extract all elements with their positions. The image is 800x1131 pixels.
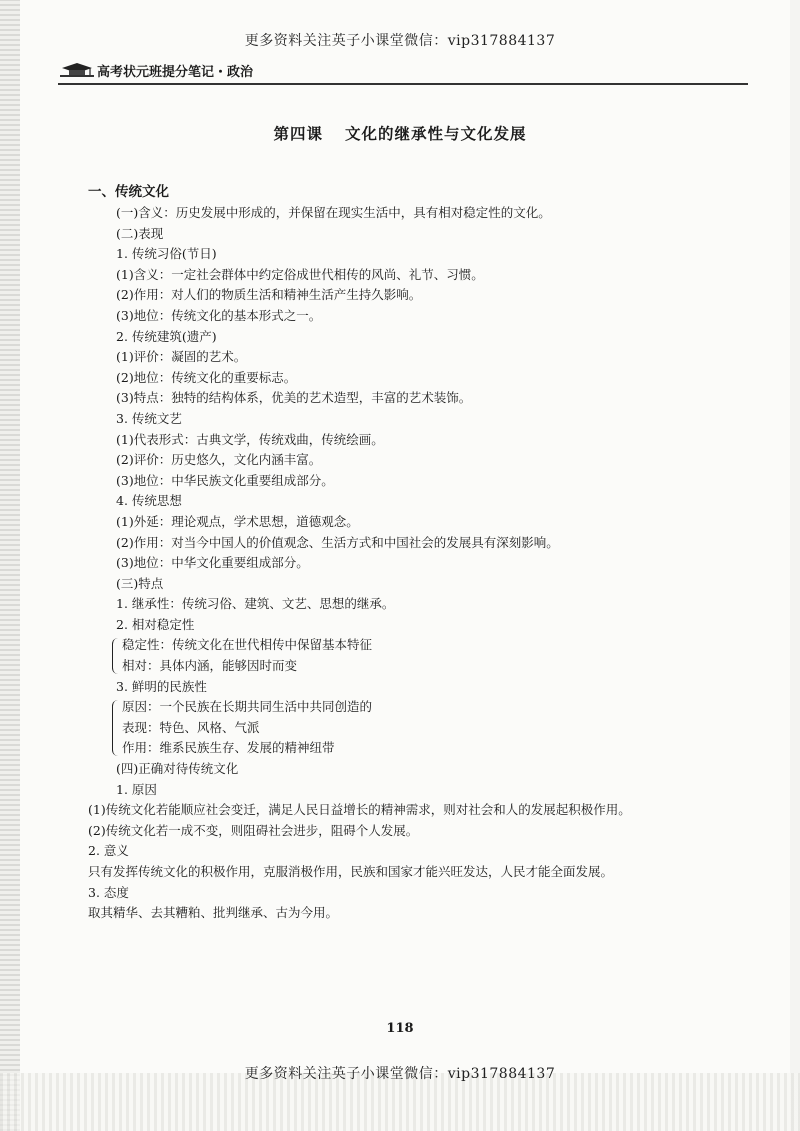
brace-bracket (112, 638, 119, 674)
text-line: 1. 继承性：传统习俗、建筑、文艺、思想的继承。 (116, 596, 395, 612)
page-number: 118 (386, 1021, 414, 1036)
brace-line: 原因：一个民族在长期共同生活中共同创造的 (122, 699, 373, 715)
text-line: (2)地位：传统文化的重要标志。 (116, 369, 297, 385)
scan-edge-left (0, 0, 20, 1131)
text-line: (2)作用：对人们的物质生活和精神生活产生持久影响。 (116, 287, 422, 303)
text-line: 1. 传统习俗(节日) (116, 246, 217, 262)
brace-group-ethnic (116, 697, 756, 759)
text-line: 2. 相对稳定性 (116, 616, 195, 632)
text-line: (1)传统文化若能顺应社会变迁，满足人民日益增长的精神需求，则对社会和人的发展起积极作用。 (88, 802, 631, 818)
text-line: (3)地位：传统文化的基本形式之一。 (116, 307, 322, 323)
text-line: 3. 传统文艺 (116, 410, 182, 426)
body-text (88, 203, 756, 924)
section-heading: 一、传统文化 (88, 184, 169, 200)
brace-line: 相对：具体内涵，能够因时而变 (122, 658, 298, 674)
text-line: 1. 原因 (116, 781, 157, 797)
graduation-cap-icon (60, 62, 94, 78)
text-line: 只有发挥传统文化的积极作用，克服消极作用，民族和国家才能兴旺发达，人民才能全面发展。 (88, 864, 614, 879)
text-line: 3. 鲜明的民族性 (116, 678, 207, 694)
brace-line: 稳定性：传统文化在世代相传中保留基本特征 (122, 637, 373, 653)
lesson-title (0, 122, 800, 144)
text-line: 3. 态度 (88, 884, 129, 900)
text-line: (3)地位：中华民族文化重要组成部分。 (116, 472, 334, 488)
text-line: (2)作用：对当今中国人的价值观念、生活方式和中国社会的发展具有深刻影响。 (116, 534, 559, 550)
text-line: (三)特点 (116, 575, 164, 591)
header-rule (58, 83, 748, 85)
text-line: (1)评价：凝固的艺术。 (116, 349, 247, 365)
text-line: (四)正确对待传统文化 (116, 761, 239, 777)
text-line: 2. 意义 (88, 843, 129, 859)
watermark-top: 更多资料关注英子小课堂微信：vip317884137 (244, 33, 556, 49)
series-header (60, 60, 253, 80)
text-line: (3)地位：中华文化重要组成部分。 (116, 555, 309, 571)
text-line: 4. 传统思想 (116, 493, 182, 509)
text-line: 2. 传统建筑(遗产) (116, 328, 217, 344)
text-line: (1)外延：理论观点，学术思想，道德观念。 (116, 513, 359, 529)
series-title: 高考状元班提分笔记・政治 (97, 64, 254, 80)
brace-bracket (112, 700, 119, 756)
text-line: 取其精华、去其糟粕、批判继承、古为今用。 (88, 905, 339, 921)
watermark-bottom: 更多资料关注英子小课堂微信：vip317884137 (244, 1066, 556, 1082)
text-line: (一)含义：历史发展中形成的，并保留在现实生活中，具有相对稳定性的文化。 (116, 205, 551, 220)
text-line: (1)代表形式：古典文学，传统戏曲，传统绘画。 (116, 431, 384, 447)
text-line: (2)评价：历史悠久，文化内涵丰富。 (116, 452, 322, 468)
brace-line: 作用：维系民族生存、发展的精神纽带 (122, 740, 335, 756)
text-line: (二)表现 (116, 225, 164, 241)
lesson-number: 第四课 (273, 124, 323, 143)
text-line: (2)传统文化若一成不变，则阻碍社会进步，阻碍个人发展。 (88, 822, 419, 838)
brace-group-stability (116, 635, 756, 676)
brace-line: 表现：特色、风格、气派 (122, 719, 260, 735)
text-line: (1)含义：一定社会群体中约定俗成世代相传的风尚、礼节、习惯。 (116, 266, 484, 282)
text-line: (3)特点：独特的结构体系，优美的艺术造型，丰富的艺术装饰。 (116, 390, 472, 406)
lesson-name: 文化的继承性与文化发展 (345, 124, 527, 143)
